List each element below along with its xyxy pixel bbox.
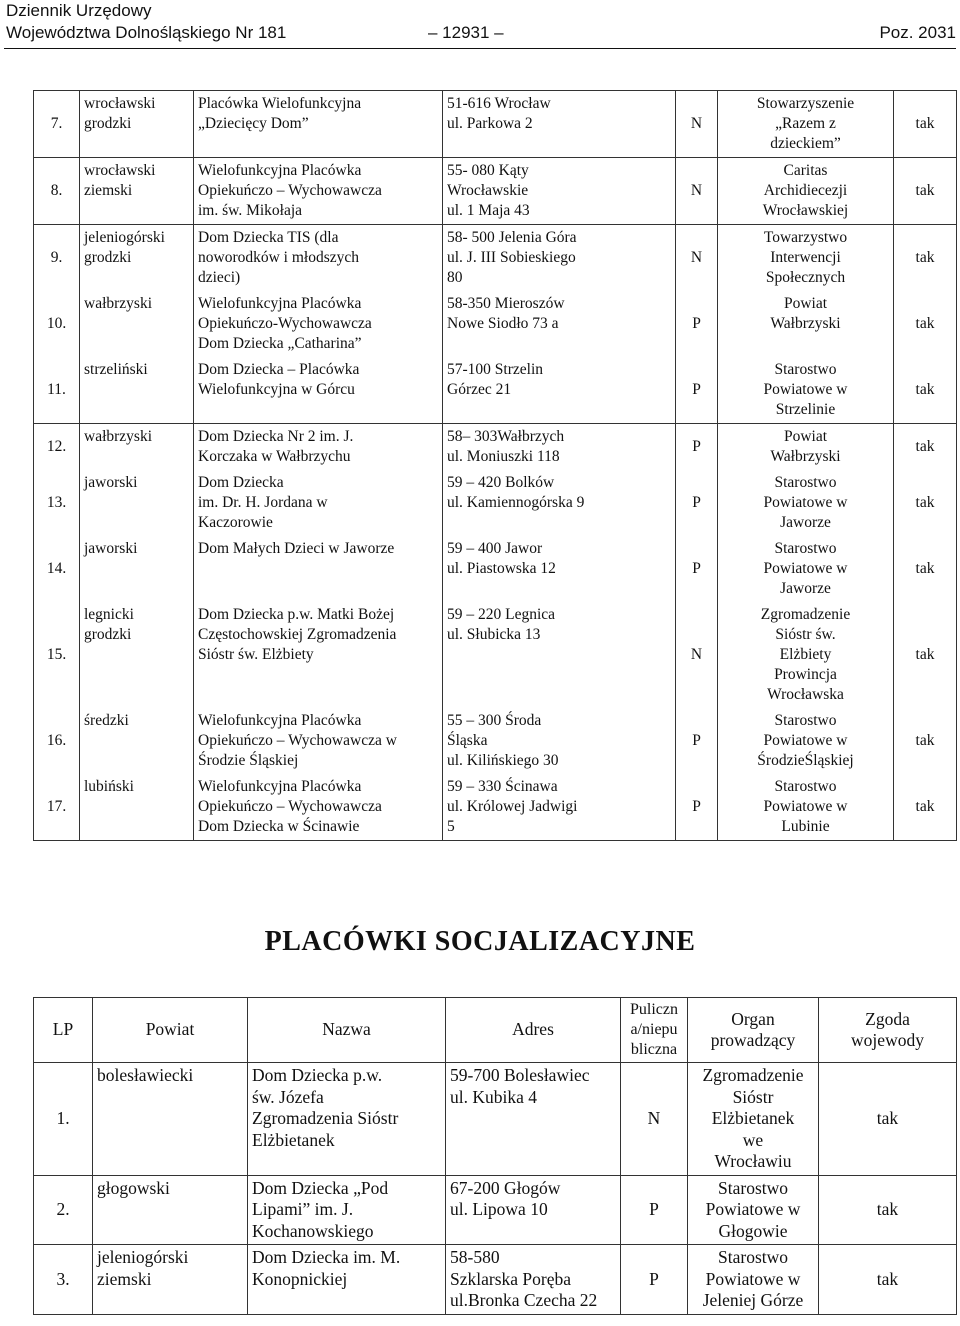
- powiat-cell: strzeliński: [80, 357, 194, 424]
- powiat-cell: jaworski: [80, 470, 194, 536]
- adres-cell: 55- 080 Kąty Wrocławskie ul. 1 Maja 43: [443, 158, 676, 225]
- organ-cell: Starostwo Powiatowe w ŚrodzieŚląskiej: [718, 708, 894, 774]
- adres-cell: 59 – 330 Ścinawa ul. Królowej Jadwigi 5: [443, 774, 676, 841]
- table-header-row: [34, 998, 957, 1063]
- organ-cell: Zgromadzenie Sióstr św. Elżbiety Prowincja Wrocławska: [718, 602, 894, 708]
- header-zgoda: Zgoda wojewody: [819, 998, 957, 1063]
- type-cell: P: [676, 291, 718, 357]
- nazwa-cell: Wielofunkcyjna Placówka Opiekuńczo-Wychowawcza Dom Dziecka „Catharina”: [194, 291, 443, 357]
- organ-cell: Starostwo Powiatowe w Jaworze: [718, 536, 894, 602]
- zgoda-cell: tak: [894, 158, 957, 225]
- zgoda-cell: tak: [894, 91, 957, 158]
- header-adres: Adres: [446, 998, 621, 1063]
- table-row: [34, 470, 957, 536]
- adres-cell: 59 – 220 Legnica ul. Słubicka 13: [443, 602, 676, 708]
- nazwa-cell: Dom Małych Dzieci w Jaworze: [194, 536, 443, 602]
- zgoda-cell: tak: [894, 470, 957, 536]
- powiat-cell: legnicki grodzki: [80, 602, 194, 708]
- powiat-cell: jaworski: [80, 536, 194, 602]
- table-row: [34, 291, 957, 357]
- lp-cell: 8.: [34, 158, 80, 225]
- lp-cell: 17.: [34, 774, 80, 841]
- zgoda-cell: tak: [819, 1175, 957, 1245]
- lp-cell: 3.: [34, 1245, 93, 1315]
- header-type: Puliczn a/niepu bliczna: [621, 998, 688, 1063]
- nazwa-cell: Wielofunkcyjna Placówka Opiekuńczo – Wychowawcza Dom Dziecka w Ścinawie: [194, 774, 443, 841]
- type-cell: N: [676, 158, 718, 225]
- table-row: [34, 774, 957, 841]
- type-cell: P: [621, 1245, 688, 1315]
- nazwa-cell: Placówka Wielofunkcyjna „Dziecięcy Dom”: [194, 91, 443, 158]
- table-row: [34, 91, 957, 158]
- page-number: – 12931 –: [428, 23, 504, 42]
- institutions-table-body: [34, 91, 957, 841]
- type-cell: N: [676, 91, 718, 158]
- header-powiat: Powiat: [93, 998, 248, 1063]
- type-cell: N: [676, 602, 718, 708]
- nazwa-cell: Dom Dziecka im. M. Konopnickiej: [248, 1245, 446, 1315]
- lp-cell: 12.: [34, 424, 80, 471]
- adres-cell: 58- 500 Jelenia Góra ul. J. III Sobieskiego 80: [443, 225, 676, 292]
- organ-cell: Powiat Wałbrzyski: [718, 424, 894, 471]
- type-cell: N: [621, 1063, 688, 1176]
- adres-cell: 67-200 Głogów ul. Lipowa 10: [446, 1175, 621, 1245]
- nazwa-cell: Dom Dziecka – Placówka Wielofunkcyjna w Górcu: [194, 357, 443, 424]
- powiat-cell: bolesławiecki: [93, 1063, 248, 1176]
- organ-cell: Caritas Archidiecezji Wrocławskiej: [718, 158, 894, 225]
- lp-cell: 15.: [34, 602, 80, 708]
- table-row: [34, 1175, 957, 1245]
- organ-cell: Towarzystwo Interwencji Społecznych: [718, 225, 894, 292]
- organ-cell: Starostwo Powiatowe w Jaworze: [718, 470, 894, 536]
- organ-cell: Starostwo Powiatowe w Jeleniej Górze: [688, 1245, 819, 1315]
- adres-cell: 59 – 400 Jawor ul. Piastowska 12: [443, 536, 676, 602]
- nazwa-cell: Wielofunkcyjna Placówka Opiekuńczo – Wychowawcza w Środzie Śląskiej: [194, 708, 443, 774]
- table-row: [34, 158, 957, 225]
- type-cell: N: [676, 225, 718, 292]
- lp-cell: 7.: [34, 91, 80, 158]
- lp-cell: 9.: [34, 225, 80, 292]
- table-row: [34, 225, 957, 292]
- header-nazwa: Nazwa: [248, 998, 446, 1063]
- powiat-cell: jeleniogórski grodzki: [80, 225, 194, 292]
- journal-title: Dziennik Urzędowy: [6, 1, 152, 20]
- type-cell: P: [676, 470, 718, 536]
- type-cell: P: [676, 708, 718, 774]
- adres-cell: 58– 303Wałbrzych ul. Moniuszki 118: [443, 424, 676, 471]
- lp-cell: 11.: [34, 357, 80, 424]
- powiat-cell: wrocławski ziemski: [80, 158, 194, 225]
- type-cell: P: [676, 536, 718, 602]
- nazwa-cell: Dom Dziecka „Pod Lipami” im. J. Kochanowskiego: [248, 1175, 446, 1245]
- header-rule: [4, 48, 956, 49]
- lp-cell: 14.: [34, 536, 80, 602]
- adres-cell: 58-580 Szklarska Poręba ul.Bronka Czecha 22: [446, 1245, 621, 1315]
- powiat-cell: wałbrzyski: [80, 291, 194, 357]
- header-lp: LP: [34, 998, 93, 1063]
- organ-cell: Powiat Wałbrzyski: [718, 291, 894, 357]
- nazwa-cell: Wielofunkcyjna Placówka Opiekuńczo – Wychowawcza im. św. Mikołaja: [194, 158, 443, 225]
- powiat-cell: wrocławski grodzki: [80, 91, 194, 158]
- powiat-cell: jeleniogórski ziemski: [93, 1245, 248, 1315]
- nazwa-cell: Dom Dziecka p.w. św. Józefa Zgromadzenia Sióstr Elżbietanek: [248, 1063, 446, 1176]
- zgoda-cell: tak: [819, 1245, 957, 1315]
- powiat-cell: wałbrzyski: [80, 424, 194, 471]
- organ-cell: Starostwo Powiatowe w Lubinie: [718, 774, 894, 841]
- adres-cell: 55 – 300 Środa Śląska ul. Kilińskiego 30: [443, 708, 676, 774]
- organ-cell: Stowarzyszenie „Razem z dzieckiem”: [718, 91, 894, 158]
- zgoda-cell: tak: [819, 1063, 957, 1176]
- organ-cell: Zgromadzenie Sióstr Elżbietanek we Wrocławiu: [688, 1063, 819, 1176]
- table-row: [34, 602, 957, 708]
- lp-cell: 16.: [34, 708, 80, 774]
- organ-cell: Starostwo Powiatowe w Głogowie: [688, 1175, 819, 1245]
- nazwa-cell: Dom Dziecka TIS (dla noworodków i młodszych dzieci): [194, 225, 443, 292]
- table-row: [34, 708, 957, 774]
- zgoda-cell: tak: [894, 291, 957, 357]
- lp-cell: 1.: [34, 1063, 93, 1176]
- type-cell: P: [621, 1175, 688, 1245]
- zgoda-cell: tak: [894, 774, 957, 841]
- adres-cell: 59-700 Bolesławiec ul. Kubika 4: [446, 1063, 621, 1176]
- zgoda-cell: tak: [894, 424, 957, 471]
- table-row: [34, 1063, 957, 1176]
- nazwa-cell: Dom Dziecka im. Dr. H. Jordana w Kaczorowie: [194, 470, 443, 536]
- powiat-cell: lubiński: [80, 774, 194, 841]
- adres-cell: 58-350 Mieroszów Nowe Siodło 73 a: [443, 291, 676, 357]
- adres-cell: 59 – 420 Bolków ul. Kamiennogórska 9: [443, 470, 676, 536]
- zgoda-cell: tak: [894, 357, 957, 424]
- table-row: [34, 357, 957, 424]
- lp-cell: 13.: [34, 470, 80, 536]
- organ-cell: Starostwo Powiatowe w Strzelinie: [718, 357, 894, 424]
- adres-cell: 51-616 Wrocław ul. Parkowa 2: [443, 91, 676, 158]
- powiat-cell: średzki: [80, 708, 194, 774]
- socialization-table: [33, 997, 957, 1315]
- institutions-table: [33, 90, 957, 841]
- journal-issue: Województwa Dolnośląskiego Nr 181: [6, 23, 287, 42]
- zgoda-cell: tak: [894, 602, 957, 708]
- table-row: [34, 536, 957, 602]
- zgoda-cell: tak: [894, 225, 957, 292]
- header-organ: Organ prowadzący: [688, 998, 819, 1063]
- nazwa-cell: Dom Dziecka Nr 2 im. J. Korczaka w Wałbrzychu: [194, 424, 443, 471]
- zgoda-cell: tak: [894, 708, 957, 774]
- adres-cell: 57-100 Strzelin Górzec 21: [443, 357, 676, 424]
- powiat-cell: głogowski: [93, 1175, 248, 1245]
- type-cell: P: [676, 424, 718, 471]
- type-cell: P: [676, 357, 718, 424]
- table-row: [34, 424, 957, 471]
- type-cell: P: [676, 774, 718, 841]
- table-row: [34, 1245, 957, 1315]
- section-title: PLACÓWKI SOCJALIZACYJNE: [264, 926, 696, 957]
- zgoda-cell: tak: [894, 536, 957, 602]
- lp-cell: 10.: [34, 291, 80, 357]
- nazwa-cell: Dom Dziecka p.w. Matki Bożej Częstochowskiej Zgromadzenia Sióstr św. Elżbiety: [194, 602, 443, 708]
- position-number: Poz. 2031: [879, 23, 956, 42]
- socialization-table-body: [34, 1063, 957, 1315]
- lp-cell: 2.: [34, 1175, 93, 1245]
